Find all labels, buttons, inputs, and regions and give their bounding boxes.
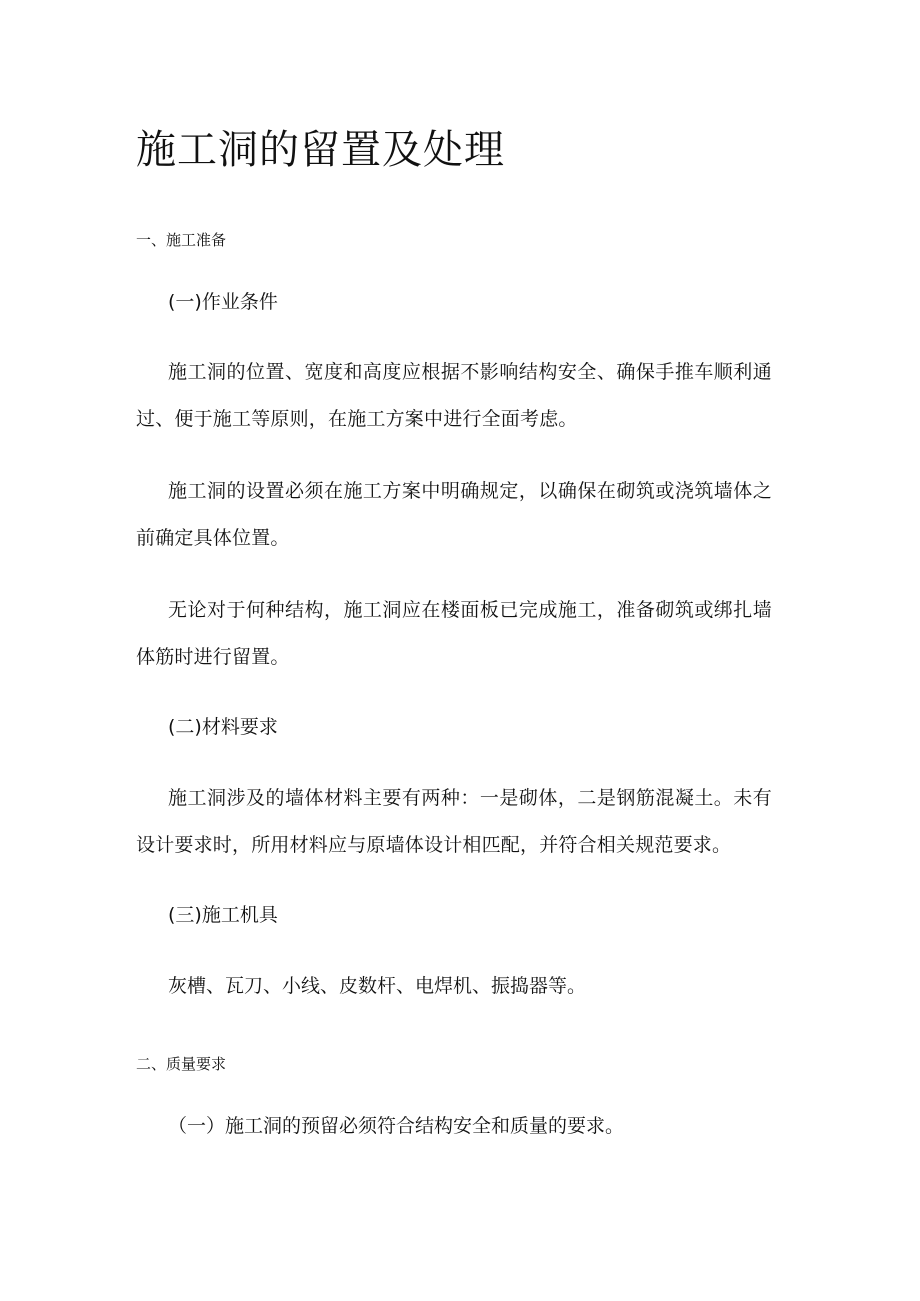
paragraph-work-conditions-2: 施工洞的设置必须在施工方案中明确规定，以确保在砌筑或浇筑墙体之前确定具体位置。 bbox=[136, 480, 772, 549]
section-heading-preparation: 一、施工准备 bbox=[136, 231, 227, 249]
section-heading-quality: 二、质量要求 bbox=[136, 1055, 227, 1073]
paragraph-tools-1: 灰槽、瓦刀、小线、皮数杆、电焊机、振捣器等。 bbox=[168, 975, 587, 997]
paragraph-work-conditions-1: 施工洞的位置、宽度和高度应根据不影响结构安全、确保手推车顺利通过、便于施工等原则，在施工方案中进行全面考虑。 bbox=[136, 361, 772, 430]
document-title: 施工洞的留置及处理 bbox=[136, 127, 505, 173]
subsection-heading-work-conditions: (一)作业条件 bbox=[168, 291, 278, 313]
subsection-heading-tools: (三)施工机具 bbox=[168, 904, 278, 926]
paragraph-work-conditions-3: 无论对于何种结构，施工洞应在楼面板已完成施工，准备砌筑或绑扎墙体筋时进行留置。 bbox=[136, 599, 772, 668]
subsection-heading-materials: (二)材料要求 bbox=[168, 716, 278, 738]
paragraph-materials-1: 施工洞涉及的墙体材料主要有两种：一是砌体，二是钢筋混凝土。未有设计要求时，所用材料应与原墙体设计相匹配，并符合相关规范要求。 bbox=[136, 787, 772, 856]
quality-item-1: （一）施工洞的预留必须符合结构安全和质量的要求。 bbox=[168, 1115, 625, 1137]
